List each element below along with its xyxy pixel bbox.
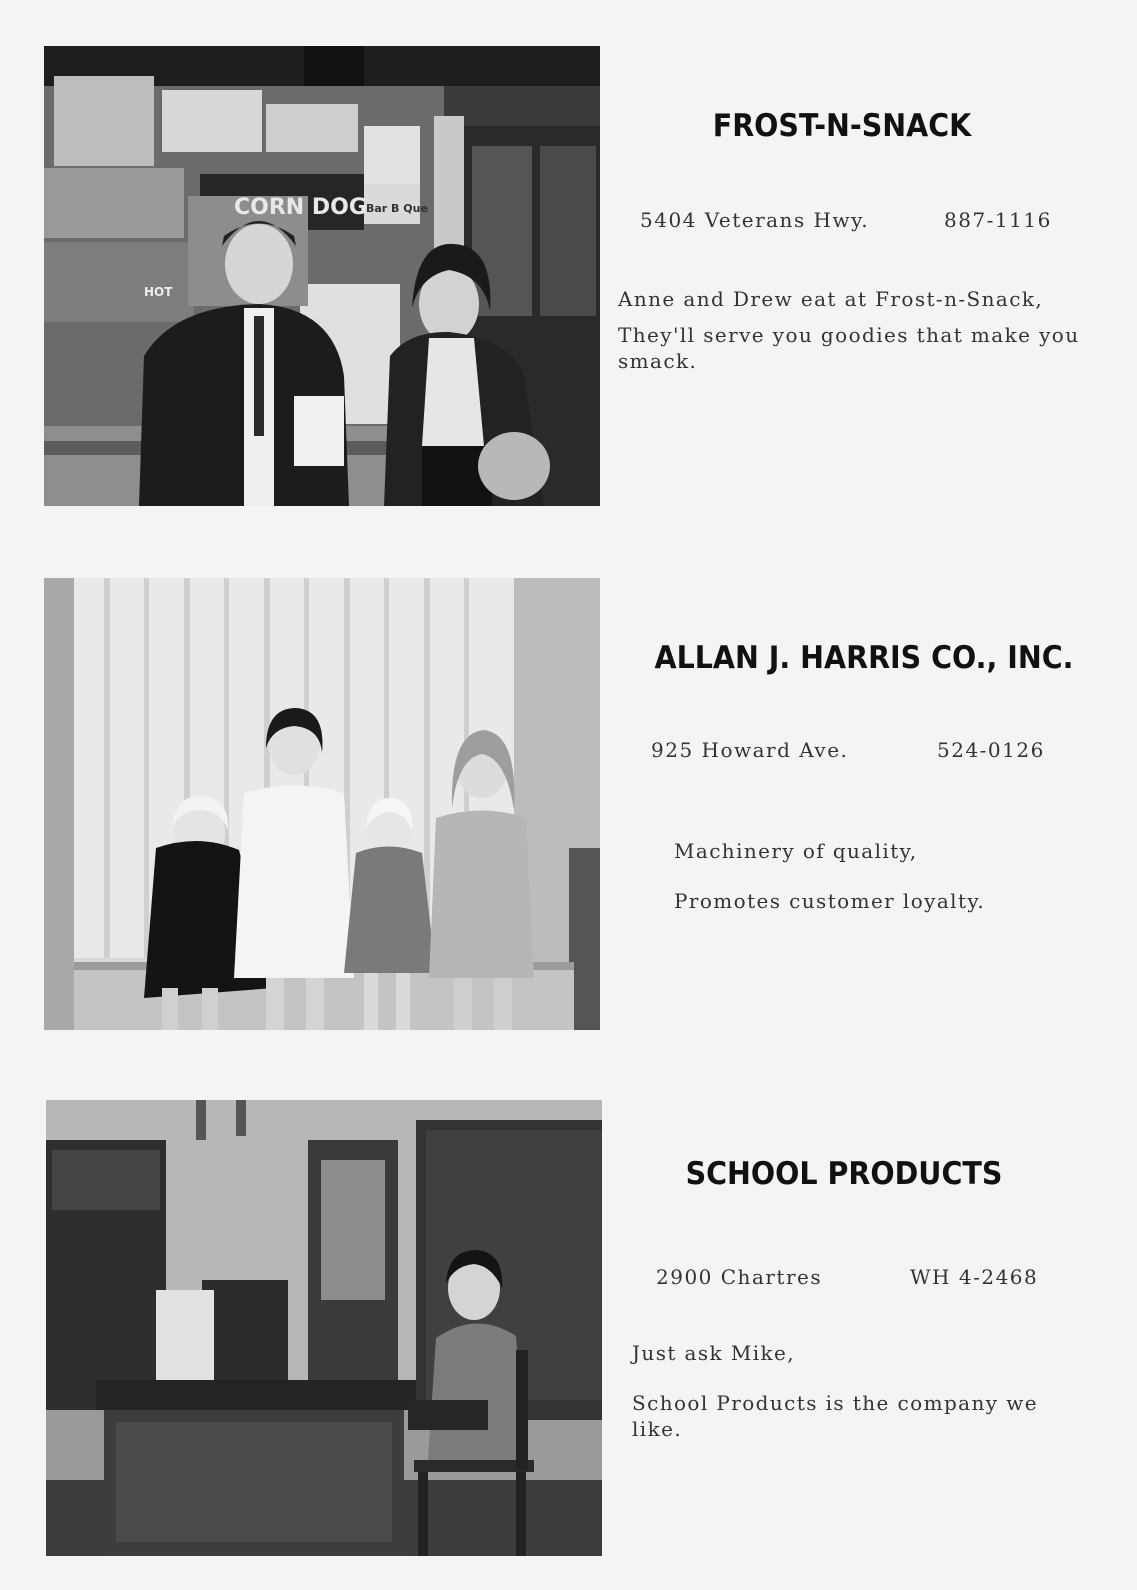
- allan-j-harris-address: 925 Howard Ave.: [651, 738, 849, 762]
- school-products-verse-line-1: Just ask Mike,: [632, 1341, 796, 1365]
- bar-b-que-sign: Bar B Que: [366, 202, 428, 215]
- school-products-verse-line-2: School Products is the company we like.: [632, 1391, 1038, 1441]
- allan-j-harris-title: ALLAN J. HARRIS CO., INC.: [654, 640, 1074, 676]
- allan-j-harris-phone: 524-0126: [937, 738, 1045, 762]
- allan-j-harris-photo: [44, 578, 600, 1030]
- corn-dog-sign: CORN DOG: [234, 195, 367, 220]
- allan-j-harris-verse-line-2: Promotes customer loyalty.: [674, 889, 986, 913]
- school-products-title: SCHOOL PRODUCTS: [685, 1156, 1003, 1192]
- school-products-photo: [46, 1100, 602, 1556]
- school-products-address: 2900 Chartres: [656, 1265, 823, 1289]
- hot-sign: HOT: [144, 285, 173, 299]
- frost-n-snack-verse-line-2: They'll serve you goodies that make you smack.: [618, 323, 1080, 373]
- frost-n-snack-verse-line-1: Anne and Drew eat at Frost-n-Snack,: [618, 287, 1044, 311]
- frost-n-snack-title: FROST-N-SNACK: [712, 108, 972, 144]
- frost-n-snack-phone: 887-1116: [944, 208, 1052, 232]
- frost-n-snack-photo: [44, 46, 600, 506]
- frost-n-snack-address: 5404 Veterans Hwy.: [640, 208, 870, 232]
- allan-j-harris-verse-line-1: Machinery of quality,: [674, 839, 918, 863]
- school-products-phone: WH 4-2468: [910, 1265, 1039, 1289]
